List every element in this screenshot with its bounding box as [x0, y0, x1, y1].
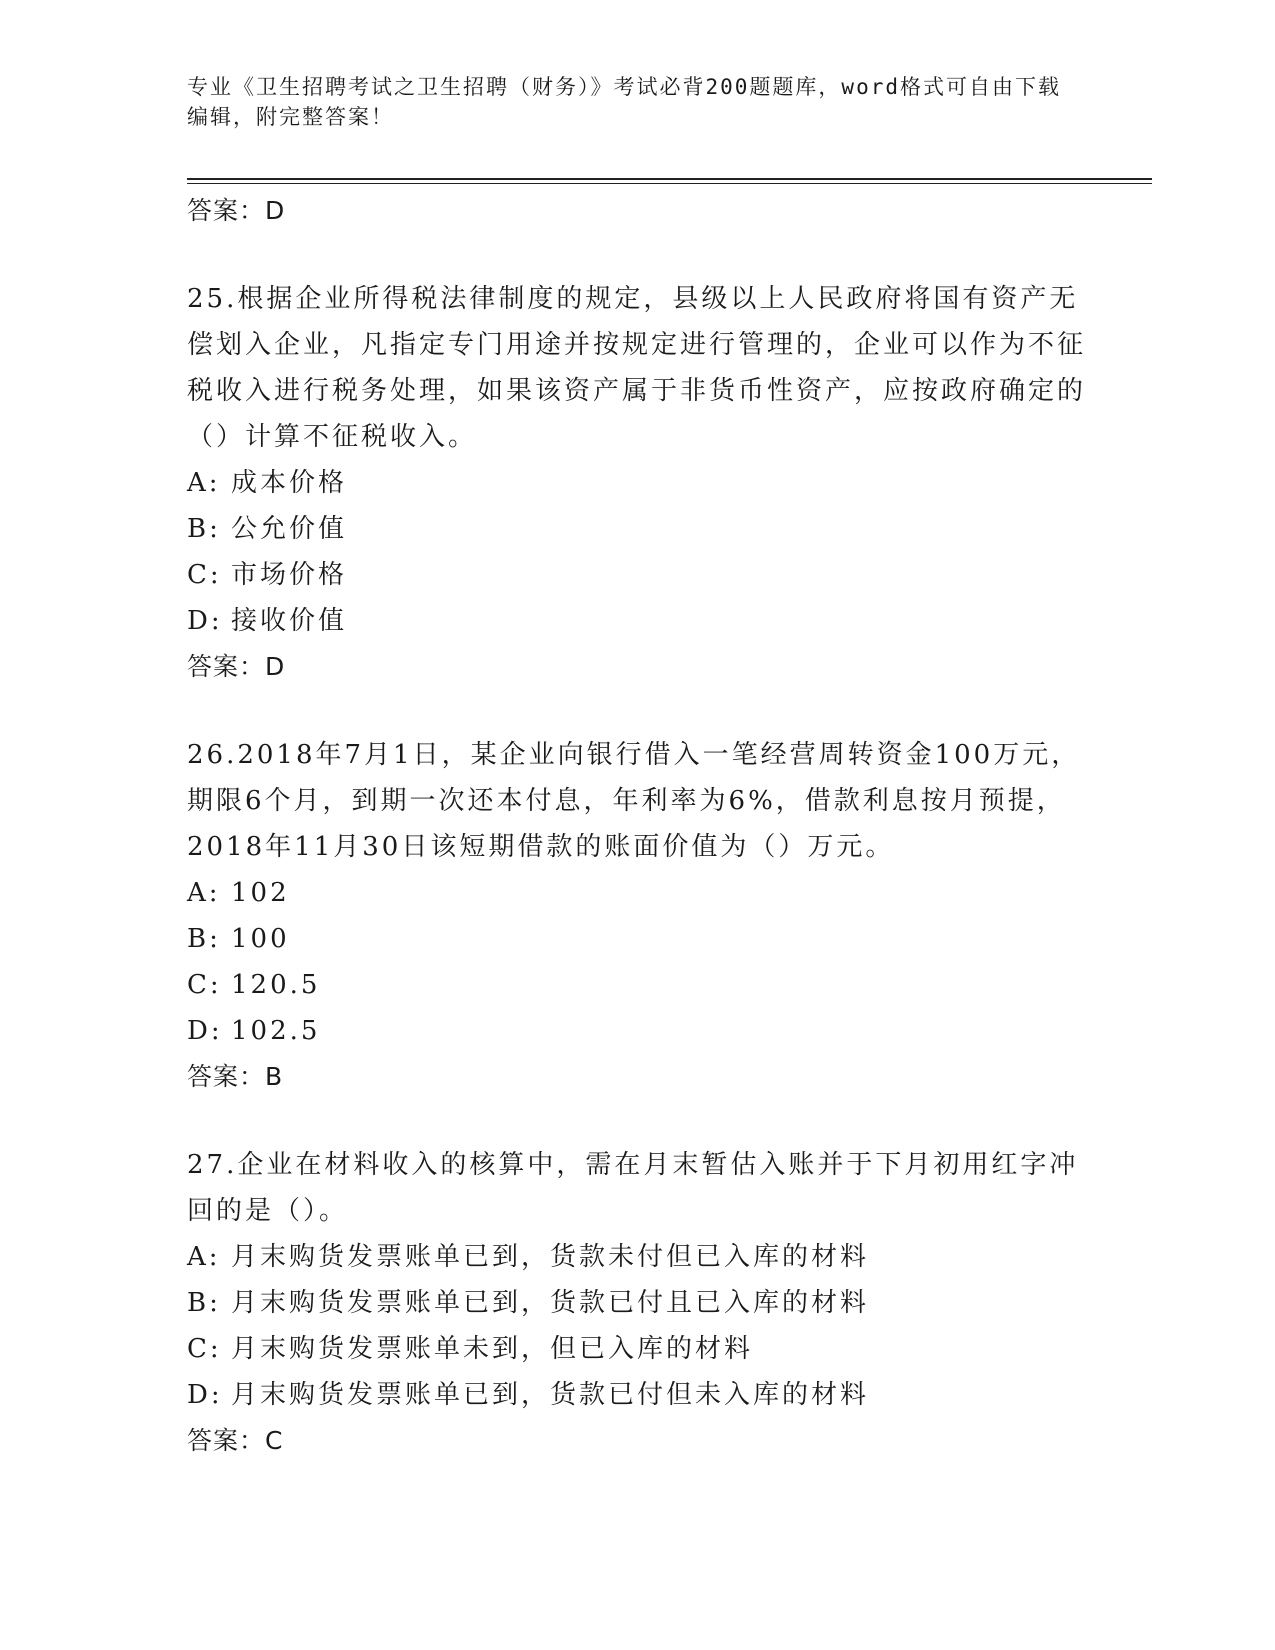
option-a — [187, 460, 1087, 506]
option-a — [187, 1234, 1087, 1280]
option-text: 成本价格 — [231, 468, 348, 498]
option-c — [187, 962, 1087, 1008]
option-text: 月末购货发票账单已到，货款已付且已入库的材料 — [231, 1288, 870, 1318]
option-text: 市场价格 — [231, 560, 348, 590]
option-text: 月末购货发票账单已到，货款未付但已入库的材料 — [231, 1242, 870, 1272]
option-label: B: — [187, 1288, 221, 1318]
question-stem: 26.2018年7月1日，某企业向银行借入一笔经营周转资金100万元，期限6个月，到期一次还本付息，年利率为6%，借款利息按月预提，2018年11月30日该短期借款的账面价值为（）万元。 — [187, 740, 1081, 862]
option-label: C: — [187, 1334, 222, 1364]
header-rule-thin — [187, 183, 1152, 184]
spacer — [187, 1100, 1087, 1142]
option-b — [187, 916, 1087, 962]
spacer — [187, 690, 1087, 732]
question-block-27 — [187, 1142, 1087, 1464]
question-answer: 答案：B — [187, 1062, 284, 1091]
option-d — [187, 598, 1087, 644]
option-text: 102 — [231, 878, 290, 908]
question-stem: 27.企业在材料收入的核算中，需在月末暂估入账并于下月初用红字冲回的是（）。 — [187, 1150, 1079, 1226]
question-block-25 — [187, 276, 1087, 690]
header-rule-thick — [187, 178, 1152, 180]
option-label: C: — [187, 970, 222, 1000]
option-label: B: — [187, 514, 221, 544]
option-b — [187, 506, 1087, 552]
option-label: C: — [187, 560, 222, 590]
option-d — [187, 1372, 1087, 1418]
question-answer: 答案：C — [187, 1426, 284, 1455]
question-block-26 — [187, 732, 1087, 1100]
option-c — [187, 1326, 1087, 1372]
option-label: A: — [187, 468, 221, 498]
option-text: 接收价值 — [231, 606, 348, 636]
document-body — [187, 188, 1087, 1464]
option-text: 月末购货发票账单已到，货款已付但未入库的材料 — [231, 1380, 870, 1410]
option-label: D: — [187, 1016, 223, 1046]
option-label: B: — [187, 924, 221, 954]
previous-answer: 答案：D — [187, 196, 286, 225]
option-text: 100 — [231, 924, 290, 954]
option-label: D: — [187, 606, 223, 636]
document-header: 专业《卫生招聘考试之卫生招聘（财务）》考试必背200题题库，word格式可自由下载编辑，附完整答案！ — [187, 75, 1061, 129]
option-text: 公允价值 — [231, 514, 348, 544]
question-answer: 答案：D — [187, 652, 286, 681]
option-text: 月末购货发票账单未到，但已入库的材料 — [231, 1334, 754, 1364]
spacer — [187, 234, 1087, 276]
option-label: D: — [187, 1380, 223, 1410]
option-a — [187, 870, 1087, 916]
option-text: 120.5 — [231, 970, 321, 1000]
option-label: A: — [187, 1242, 221, 1272]
option-c — [187, 552, 1087, 598]
option-d — [187, 1008, 1087, 1054]
option-b — [187, 1280, 1087, 1326]
option-text: 102.5 — [231, 1016, 321, 1046]
question-stem: 25.根据企业所得税法律制度的规定，县级以上人民政府将国有资产无偿划入企业，凡指定专门用途并按规定进行管理的，企业可以作为不征税收入进行税务处理，如果该资产属于非货币性资产，应按政府确定的（）计算不征税收入。 — [187, 284, 1087, 452]
option-label: A: — [187, 878, 221, 908]
